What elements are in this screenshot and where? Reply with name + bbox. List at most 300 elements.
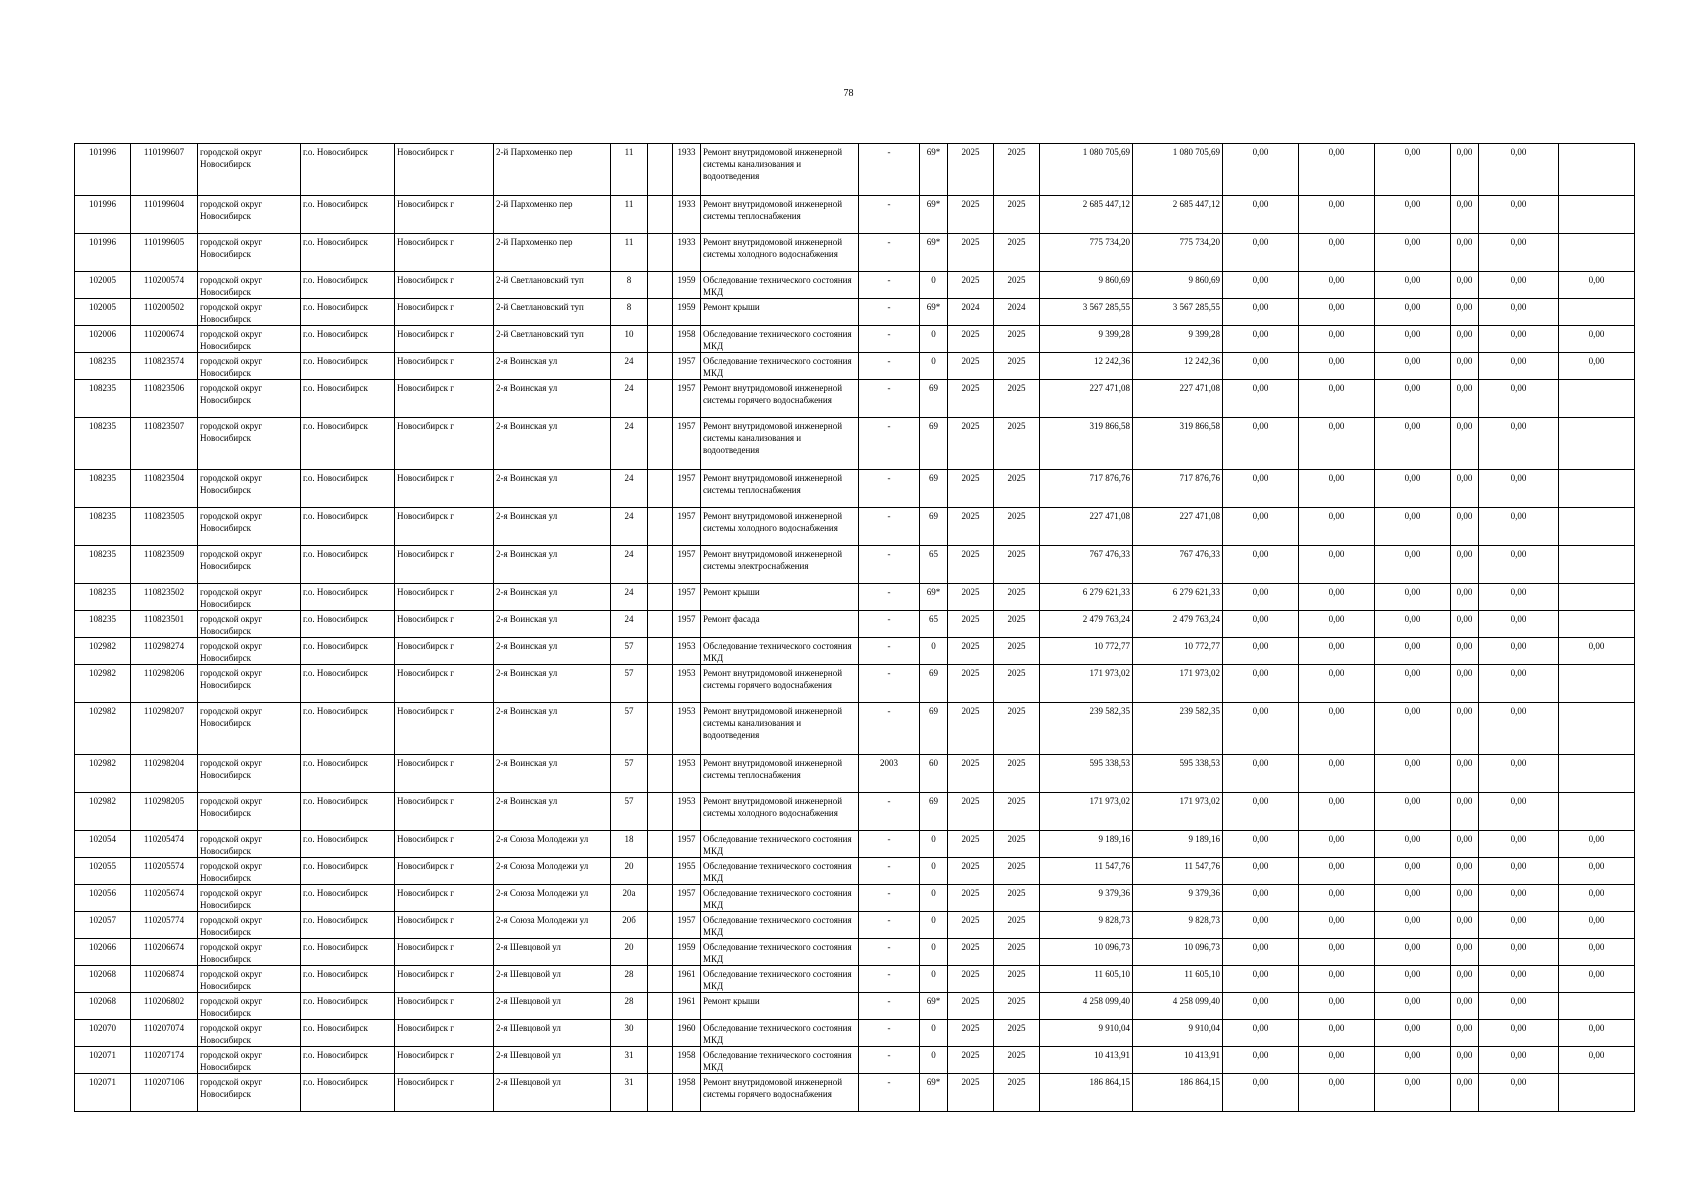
cell-building — [648, 380, 673, 418]
cell-work-id: 110823504 — [131, 470, 198, 508]
cell-plan-year-start: 2025 — [948, 831, 994, 858]
cell-house-number: 20б — [611, 912, 648, 939]
cell-street: 2-я Воинская ул — [494, 793, 611, 831]
cell-urban-district: г.о. Новосибирск — [301, 144, 395, 196]
cell-regional-fund-cost: 227 471,08 — [1133, 380, 1223, 418]
cell-owners-funds: 0,00 — [1451, 234, 1479, 272]
cell-total-cost: 6 279 621,33 — [1040, 584, 1133, 611]
cell-work-type: Обследование технического состояния МКД — [701, 326, 859, 353]
cell-municipality: городской округ Новосибирск — [198, 299, 301, 326]
cell-total-cost: 1 080 705,69 — [1040, 144, 1133, 196]
cell-local-budget: 0,00 — [1375, 196, 1451, 234]
cell-other-funds: 0,00 — [1479, 272, 1559, 299]
cell-plan-year-end: 2025 — [994, 939, 1040, 966]
cell-survey-cost — [1559, 196, 1635, 234]
cell-urban-district: г.о. Новосибирск — [301, 755, 395, 793]
cell-plan-year-end: 2025 — [994, 234, 1040, 272]
cell-urban-district: г.о. Новосибирск — [301, 326, 395, 353]
cell-building — [648, 755, 673, 793]
cell-municipality: городской округ Новосибирск — [198, 1020, 301, 1047]
cell-house-id: 108235 — [75, 470, 131, 508]
cell-local-budget: 0,00 — [1375, 966, 1451, 993]
cell-plan-year-end: 2025 — [994, 1020, 1040, 1047]
cell-total-cost: 767 476,33 — [1040, 546, 1133, 584]
cell-other-funds: 0,00 — [1479, 912, 1559, 939]
cell-total-cost: 239 582,35 — [1040, 703, 1133, 755]
cell-federal-funds: 0,00 — [1223, 234, 1299, 272]
cell-work-id: 110298207 — [131, 703, 198, 755]
cell-regional-budget: 0,00 — [1299, 326, 1375, 353]
cell-last-repair-year: - — [859, 638, 920, 665]
cell-other-funds: 0,00 — [1479, 793, 1559, 831]
cell-house-number: 28 — [611, 993, 648, 1020]
cell-street: 2-й Пархоменко пер — [494, 196, 611, 234]
cell-other-funds: 0,00 — [1479, 1020, 1559, 1047]
cell-municipality: городской округ Новосибирск — [198, 380, 301, 418]
cell-owners-funds: 0,00 — [1451, 703, 1479, 755]
cell-work-type: Обследование технического состояния МКД — [701, 939, 859, 966]
cell-municipality: городской округ Новосибирск — [198, 470, 301, 508]
cell-wear-percent: 69* — [920, 144, 948, 196]
cell-house-number: 57 — [611, 665, 648, 703]
cell-plan-year-end: 2025 — [994, 418, 1040, 470]
cell-plan-year-end: 2024 — [994, 299, 1040, 326]
cell-year-built: 1960 — [673, 1020, 701, 1047]
cell-last-repair-year: - — [859, 885, 920, 912]
cell-other-funds: 0,00 — [1479, 508, 1559, 546]
cell-other-funds: 0,00 — [1479, 326, 1559, 353]
cell-work-type: Обследование технического состояния МКД — [701, 1047, 859, 1074]
cell-total-cost: 186 864,15 — [1040, 1074, 1133, 1112]
cell-local-budget: 0,00 — [1375, 755, 1451, 793]
cell-survey-cost — [1559, 418, 1635, 470]
cell-plan-year-end: 2025 — [994, 912, 1040, 939]
cell-street: 2-я Шевцовой ул — [494, 966, 611, 993]
cell-year-built: 1953 — [673, 638, 701, 665]
cell-house-id: 102982 — [75, 793, 131, 831]
cell-last-repair-year: - — [859, 831, 920, 858]
cell-survey-cost — [1559, 508, 1635, 546]
cell-work-id: 110206674 — [131, 939, 198, 966]
cell-regional-fund-cost: 171 973,02 — [1133, 793, 1223, 831]
cell-building — [648, 1020, 673, 1047]
cell-regional-fund-cost: 319 866,58 — [1133, 418, 1223, 470]
cell-last-repair-year: - — [859, 144, 920, 196]
cell-building — [648, 299, 673, 326]
cell-plan-year-end: 2025 — [994, 755, 1040, 793]
cell-year-built: 1957 — [673, 470, 701, 508]
cell-local-budget: 0,00 — [1375, 299, 1451, 326]
cell-street: 2-я Воинская ул — [494, 638, 611, 665]
cell-local-budget: 0,00 — [1375, 470, 1451, 508]
cell-regional-budget: 0,00 — [1299, 234, 1375, 272]
cell-other-funds: 0,00 — [1479, 611, 1559, 638]
table-row — [75, 703, 1635, 755]
cell-other-funds: 0,00 — [1479, 858, 1559, 885]
cell-year-built: 1933 — [673, 144, 701, 196]
cell-plan-year-end: 2025 — [994, 470, 1040, 508]
cell-survey-cost — [1559, 470, 1635, 508]
cell-plan-year-end: 2025 — [994, 993, 1040, 1020]
cell-municipality: городской округ Новосибирск — [198, 912, 301, 939]
cell-plan-year-end: 2025 — [994, 858, 1040, 885]
cell-other-funds: 0,00 — [1479, 196, 1559, 234]
cell-total-cost: 595 338,53 — [1040, 755, 1133, 793]
cell-survey-cost: 0,00 — [1559, 1020, 1635, 1047]
cell-owners-funds: 0,00 — [1451, 793, 1479, 831]
cell-regional-budget: 0,00 — [1299, 966, 1375, 993]
cell-regional-fund-cost: 227 471,08 — [1133, 508, 1223, 546]
cell-building — [648, 831, 673, 858]
cell-work-type: Ремонт фасада — [701, 611, 859, 638]
cell-regional-budget: 0,00 — [1299, 546, 1375, 584]
cell-federal-funds: 0,00 — [1223, 638, 1299, 665]
cell-regional-budget: 0,00 — [1299, 611, 1375, 638]
cell-local-budget: 0,00 — [1375, 912, 1451, 939]
cell-year-built: 1957 — [673, 418, 701, 470]
cell-year-built: 1957 — [673, 611, 701, 638]
cell-plan-year-start: 2025 — [948, 353, 994, 380]
cell-last-repair-year: - — [859, 546, 920, 584]
cell-municipality: городской округ Новосибирск — [198, 353, 301, 380]
cell-other-funds: 0,00 — [1479, 584, 1559, 611]
cell-survey-cost: 0,00 — [1559, 638, 1635, 665]
cell-regional-fund-cost: 2 685 447,12 — [1133, 196, 1223, 234]
table-row — [75, 1074, 1635, 1112]
cell-local-budget: 0,00 — [1375, 234, 1451, 272]
cell-work-type: Обследование технического состояния МКД — [701, 638, 859, 665]
cell-regional-budget: 0,00 — [1299, 793, 1375, 831]
table-row — [75, 755, 1635, 793]
cell-other-funds: 0,00 — [1479, 939, 1559, 966]
cell-plan-year-end: 2025 — [994, 546, 1040, 584]
cell-regional-budget: 0,00 — [1299, 1020, 1375, 1047]
cell-municipality: городской округ Новосибирск — [198, 1047, 301, 1074]
cell-wear-percent: 0 — [920, 858, 948, 885]
cell-municipality: городской округ Новосибирск — [198, 196, 301, 234]
cell-municipality: городской округ Новосибирск — [198, 546, 301, 584]
cell-plan-year-end: 2025 — [994, 508, 1040, 546]
cell-house-number: 57 — [611, 703, 648, 755]
cell-year-built: 1957 — [673, 584, 701, 611]
cell-street: 2-я Союза Молодежи ул — [494, 858, 611, 885]
cell-last-repair-year: - — [859, 380, 920, 418]
cell-house-id: 102068 — [75, 993, 131, 1020]
cell-federal-funds: 0,00 — [1223, 1047, 1299, 1074]
cell-municipality: городской округ Новосибирск — [198, 858, 301, 885]
cell-urban-district: г.о. Новосибирск — [301, 196, 395, 234]
cell-regional-fund-cost: 717 876,76 — [1133, 470, 1223, 508]
cell-settlement: Новосибирск г — [395, 912, 494, 939]
table-row — [75, 1047, 1635, 1074]
cell-municipality: городской округ Новосибирск — [198, 703, 301, 755]
cell-regional-budget: 0,00 — [1299, 755, 1375, 793]
cell-plan-year-end: 2025 — [994, 196, 1040, 234]
cell-wear-percent: 69* — [920, 1074, 948, 1112]
table-row — [75, 546, 1635, 584]
table-row — [75, 353, 1635, 380]
cell-owners-funds: 0,00 — [1451, 831, 1479, 858]
cell-work-type: Обследование технического состояния МКД — [701, 858, 859, 885]
cell-plan-year-start: 2025 — [948, 470, 994, 508]
cell-federal-funds: 0,00 — [1223, 326, 1299, 353]
cell-year-built: 1958 — [673, 1074, 701, 1112]
cell-federal-funds: 0,00 — [1223, 508, 1299, 546]
cell-other-funds: 0,00 — [1479, 966, 1559, 993]
cell-urban-district: г.о. Новосибирск — [301, 1074, 395, 1112]
cell-year-built: 1958 — [673, 326, 701, 353]
cell-wear-percent: 69* — [920, 196, 948, 234]
cell-work-type: Ремонт внутридомовой инженерной системы горячего водоснабжения — [701, 380, 859, 418]
cell-street: 2-я Воинская ул — [494, 508, 611, 546]
cell-house-id: 102057 — [75, 912, 131, 939]
cell-owners-funds: 0,00 — [1451, 993, 1479, 1020]
cell-regional-fund-cost: 186 864,15 — [1133, 1074, 1223, 1112]
cell-owners-funds: 0,00 — [1451, 353, 1479, 380]
cell-house-id: 102982 — [75, 638, 131, 665]
cell-last-repair-year: - — [859, 912, 920, 939]
cell-regional-budget: 0,00 — [1299, 703, 1375, 755]
cell-building — [648, 144, 673, 196]
cell-building — [648, 703, 673, 755]
cell-building — [648, 939, 673, 966]
cell-work-type: Обследование технического состояния МКД — [701, 885, 859, 912]
cell-last-repair-year: - — [859, 299, 920, 326]
cell-plan-year-start: 2025 — [948, 638, 994, 665]
cell-federal-funds: 0,00 — [1223, 993, 1299, 1020]
cell-total-cost: 9 860,69 — [1040, 272, 1133, 299]
cell-work-id: 110199605 — [131, 234, 198, 272]
cell-wear-percent: 69 — [920, 508, 948, 546]
cell-regional-budget: 0,00 — [1299, 638, 1375, 665]
cell-wear-percent: 65 — [920, 546, 948, 584]
cell-regional-fund-cost: 4 258 099,40 — [1133, 993, 1223, 1020]
cell-other-funds: 0,00 — [1479, 418, 1559, 470]
cell-year-built: 1953 — [673, 703, 701, 755]
cell-municipality: городской округ Новосибирск — [198, 326, 301, 353]
cell-federal-funds: 0,00 — [1223, 966, 1299, 993]
cell-local-budget: 0,00 — [1375, 272, 1451, 299]
cell-house-id: 101996 — [75, 144, 131, 196]
cell-house-number: 30 — [611, 1020, 648, 1047]
cell-regional-fund-cost: 10 772,77 — [1133, 638, 1223, 665]
cell-last-repair-year: - — [859, 326, 920, 353]
cell-owners-funds: 0,00 — [1451, 380, 1479, 418]
cell-other-funds: 0,00 — [1479, 234, 1559, 272]
cell-survey-cost — [1559, 299, 1635, 326]
cell-street: 2-й Пархоменко пер — [494, 234, 611, 272]
cell-survey-cost — [1559, 611, 1635, 638]
cell-urban-district: г.о. Новосибирск — [301, 793, 395, 831]
cell-last-repair-year: - — [859, 1047, 920, 1074]
cell-total-cost: 4 258 099,40 — [1040, 993, 1133, 1020]
cell-federal-funds: 0,00 — [1223, 912, 1299, 939]
cell-house-number: 57 — [611, 638, 648, 665]
cell-building — [648, 508, 673, 546]
cell-local-budget: 0,00 — [1375, 1047, 1451, 1074]
cell-settlement: Новосибирск г — [395, 611, 494, 638]
cell-street: 2-я Союза Молодежи ул — [494, 912, 611, 939]
cell-house-id: 108235 — [75, 611, 131, 638]
cell-work-id: 110199607 — [131, 144, 198, 196]
cell-plan-year-start: 2025 — [948, 546, 994, 584]
cell-survey-cost — [1559, 584, 1635, 611]
cell-survey-cost: 0,00 — [1559, 912, 1635, 939]
cell-house-number: 28 — [611, 966, 648, 993]
cell-local-budget: 0,00 — [1375, 1074, 1451, 1112]
cell-building — [648, 638, 673, 665]
cell-house-id: 102056 — [75, 885, 131, 912]
cell-municipality: городской округ Новосибирск — [198, 665, 301, 703]
cell-regional-fund-cost: 11 605,10 — [1133, 966, 1223, 993]
cell-settlement: Новосибирск г — [395, 326, 494, 353]
cell-work-id: 110298206 — [131, 665, 198, 703]
cell-plan-year-end: 2025 — [994, 1074, 1040, 1112]
cell-plan-year-end: 2025 — [994, 703, 1040, 755]
cell-work-type: Обследование технического состояния МКД — [701, 272, 859, 299]
cell-federal-funds: 0,00 — [1223, 380, 1299, 418]
cell-municipality: городской округ Новосибирск — [198, 966, 301, 993]
cell-street: 2-я Шевцовой ул — [494, 939, 611, 966]
cell-plan-year-end: 2025 — [994, 611, 1040, 638]
cell-last-repair-year: - — [859, 665, 920, 703]
cell-plan-year-start: 2025 — [948, 584, 994, 611]
cell-owners-funds: 0,00 — [1451, 611, 1479, 638]
cell-work-type: Ремонт внутридомовой инженерной системы теплоснабжения — [701, 196, 859, 234]
cell-regional-fund-cost: 1 080 705,69 — [1133, 144, 1223, 196]
cell-house-number: 24 — [611, 418, 648, 470]
cell-house-id: 102982 — [75, 755, 131, 793]
cell-house-id: 102071 — [75, 1074, 131, 1112]
cell-regional-fund-cost: 775 734,20 — [1133, 234, 1223, 272]
cell-work-id: 110207106 — [131, 1074, 198, 1112]
cell-wear-percent: 69 — [920, 418, 948, 470]
table-row — [75, 196, 1635, 234]
cell-survey-cost: 0,00 — [1559, 858, 1635, 885]
cell-plan-year-start: 2025 — [948, 611, 994, 638]
cell-settlement: Новосибирск г — [395, 196, 494, 234]
cell-survey-cost: 0,00 — [1559, 939, 1635, 966]
cell-wear-percent: 0 — [920, 326, 948, 353]
cell-regional-fund-cost: 9 860,69 — [1133, 272, 1223, 299]
table-row — [75, 858, 1635, 885]
cell-plan-year-start: 2025 — [948, 703, 994, 755]
cell-urban-district: г.о. Новосибирск — [301, 380, 395, 418]
cell-year-built: 1953 — [673, 793, 701, 831]
cell-work-id: 110823501 — [131, 611, 198, 638]
cell-work-type: Обследование технического состояния МКД — [701, 1020, 859, 1047]
cell-local-budget: 0,00 — [1375, 831, 1451, 858]
cell-plan-year-end: 2025 — [994, 1047, 1040, 1074]
cell-work-type: Ремонт внутридомовой инженерной системы теплоснабжения — [701, 470, 859, 508]
cell-regional-fund-cost: 9 828,73 — [1133, 912, 1223, 939]
cell-last-repair-year: - — [859, 418, 920, 470]
cell-total-cost: 10 413,91 — [1040, 1047, 1133, 1074]
cell-house-number: 20а — [611, 885, 648, 912]
cell-federal-funds: 0,00 — [1223, 418, 1299, 470]
cell-work-id: 110823502 — [131, 584, 198, 611]
cell-total-cost: 9 910,04 — [1040, 1020, 1133, 1047]
cell-plan-year-end: 2025 — [994, 885, 1040, 912]
cell-regional-fund-cost: 10 096,73 — [1133, 939, 1223, 966]
cell-building — [648, 1074, 673, 1112]
cell-last-repair-year: - — [859, 939, 920, 966]
cell-total-cost: 319 866,58 — [1040, 418, 1133, 470]
cell-house-id: 102982 — [75, 703, 131, 755]
cell-work-id: 110298274 — [131, 638, 198, 665]
cell-house-id: 102005 — [75, 299, 131, 326]
cell-last-repair-year: - — [859, 1020, 920, 1047]
cell-street: 2-я Шевцовой ул — [494, 1047, 611, 1074]
cell-regional-fund-cost: 9 379,36 — [1133, 885, 1223, 912]
cell-federal-funds: 0,00 — [1223, 584, 1299, 611]
cell-street: 2-я Шевцовой ул — [494, 1020, 611, 1047]
cell-settlement: Новосибирск г — [395, 966, 494, 993]
cell-survey-cost — [1559, 665, 1635, 703]
cell-regional-budget: 0,00 — [1299, 508, 1375, 546]
cell-total-cost: 2 685 447,12 — [1040, 196, 1133, 234]
cell-municipality: городской округ Новосибирск — [198, 755, 301, 793]
cell-plan-year-start: 2025 — [948, 508, 994, 546]
cell-other-funds: 0,00 — [1479, 831, 1559, 858]
cell-building — [648, 470, 673, 508]
cell-work-type: Ремонт внутридомовой инженерной системы холодного водоснабжения — [701, 793, 859, 831]
cell-last-repair-year: - — [859, 508, 920, 546]
cell-federal-funds: 0,00 — [1223, 353, 1299, 380]
cell-local-budget: 0,00 — [1375, 418, 1451, 470]
cell-wear-percent: 69 — [920, 703, 948, 755]
cell-regional-budget: 0,00 — [1299, 144, 1375, 196]
cell-house-id: 102006 — [75, 326, 131, 353]
cell-wear-percent: 60 — [920, 755, 948, 793]
cell-work-id: 110205774 — [131, 912, 198, 939]
cell-total-cost: 717 876,76 — [1040, 470, 1133, 508]
cell-settlement: Новосибирск г — [395, 638, 494, 665]
cell-year-built: 1959 — [673, 939, 701, 966]
cell-year-built: 1957 — [673, 508, 701, 546]
cell-plan-year-end: 2025 — [994, 584, 1040, 611]
cell-urban-district: г.о. Новосибирск — [301, 234, 395, 272]
cell-local-budget: 0,00 — [1375, 1020, 1451, 1047]
cell-settlement: Новосибирск г — [395, 546, 494, 584]
cell-urban-district: г.о. Новосибирск — [301, 611, 395, 638]
cell-house-id: 108235 — [75, 353, 131, 380]
cell-plan-year-start: 2025 — [948, 793, 994, 831]
cell-other-funds: 0,00 — [1479, 638, 1559, 665]
cell-work-type: Ремонт внутридомовой инженерной системы теплоснабжения — [701, 755, 859, 793]
cell-street: 2-я Шевцовой ул — [494, 1074, 611, 1112]
cell-building — [648, 912, 673, 939]
cell-work-id: 110207074 — [131, 1020, 198, 1047]
cell-last-repair-year: - — [859, 993, 920, 1020]
cell-owners-funds: 0,00 — [1451, 665, 1479, 703]
cell-year-built: 1933 — [673, 196, 701, 234]
cell-federal-funds: 0,00 — [1223, 196, 1299, 234]
cell-house-number: 24 — [611, 584, 648, 611]
cell-regional-budget: 0,00 — [1299, 858, 1375, 885]
cell-urban-district: г.о. Новосибирск — [301, 912, 395, 939]
cell-house-number: 57 — [611, 755, 648, 793]
table-row — [75, 326, 1635, 353]
cell-wear-percent: 0 — [920, 353, 948, 380]
cell-settlement: Новосибирск г — [395, 755, 494, 793]
cell-survey-cost: 0,00 — [1559, 831, 1635, 858]
cell-local-budget: 0,00 — [1375, 546, 1451, 584]
cell-local-budget: 0,00 — [1375, 703, 1451, 755]
cell-federal-funds: 0,00 — [1223, 858, 1299, 885]
capital-repair-table — [74, 143, 1635, 1112]
cell-wear-percent: 0 — [920, 831, 948, 858]
